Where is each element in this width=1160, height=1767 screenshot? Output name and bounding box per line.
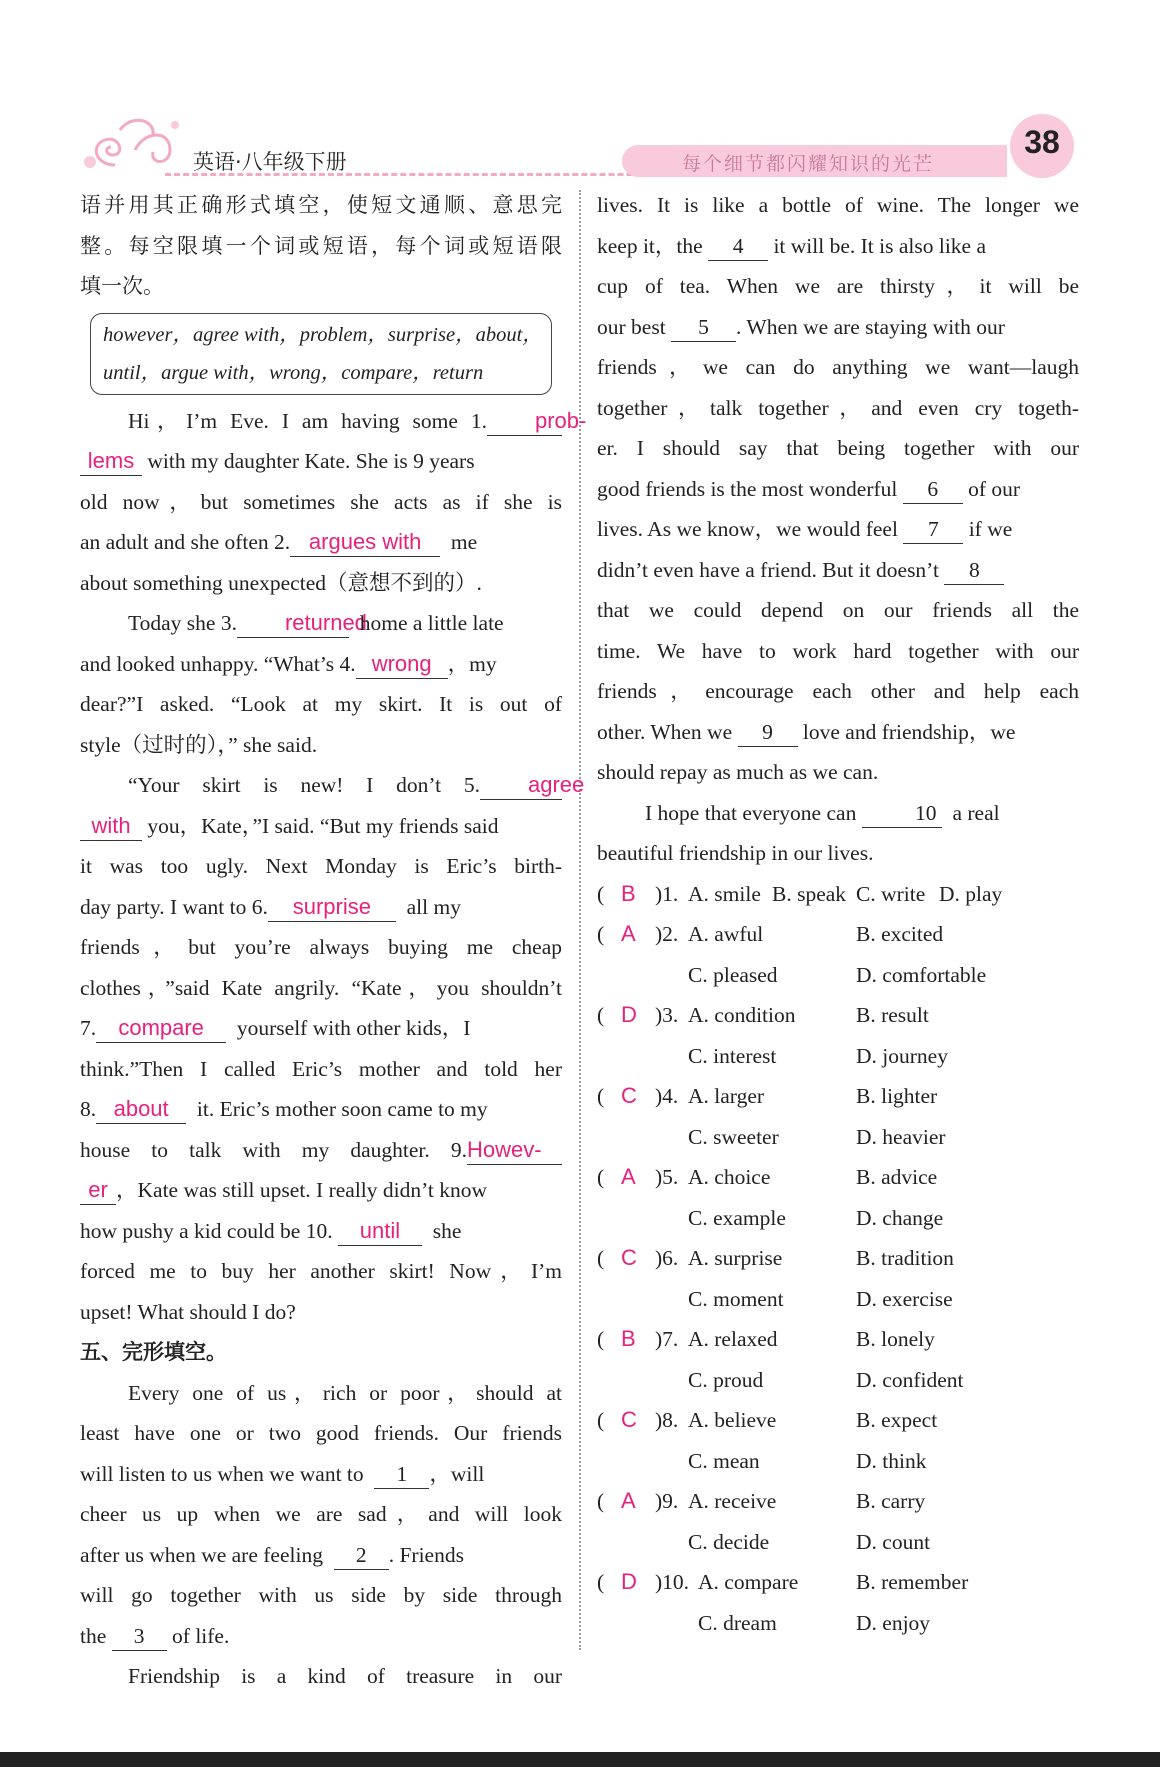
cloze-blank: 8 [944,556,1004,585]
option-b: B. speak [772,881,847,906]
book-title: 英语·八年级下册 [193,150,347,174]
floral-ornament-icon [75,110,185,180]
option-d: D. count [856,1529,931,1554]
cloze-line: that we could depend on our friends all the [597,598,1079,622]
paren-open: ( [597,1327,605,1351]
option-c: C. interest [688,1043,777,1068]
paren-open: ( [597,881,605,906]
question-answer: D [621,1002,637,1027]
passage-line: forced me to buy her another skirt! Now，I’m [80,1259,562,1283]
cloze-line: er. I should say that being together with our [597,436,1079,460]
question-answer: A [621,921,636,946]
passage-line: dear?”I asked. “Look at my skirt. It is out of [80,692,562,716]
option-d: D. comfortable [856,962,987,987]
option-c: C. proud [688,1367,764,1392]
question-answer: C [621,1407,637,1432]
question-number: )7. [655,1327,679,1351]
answer-blank-7: compare [96,1014,226,1043]
option-b: B. tradition [856,1246,954,1270]
answer-blank-9: Howev- [467,1136,562,1165]
option-a: A. choice [688,1165,771,1189]
answer-blank-10: until [338,1217,422,1246]
option-a: A. smile [688,881,761,906]
cloze-line: Every one of us，rich or poor，should at [128,1380,562,1405]
option-b: B. remember [856,1570,969,1594]
cloze-blank: 2 [334,1541,389,1570]
answer-blank-5-cont: with [80,812,142,841]
option-a: A. awful [688,922,764,946]
passage-line: house to talk with my daughter. 9.Howev- [80,1130,562,1171]
cloze-blank: 5 [671,313,736,342]
question-row [597,1238,1079,1279]
option-c: C. write [856,881,926,906]
question-number: )9. [655,1489,679,1513]
page-number: 38 [1024,124,1060,160]
question-number: )1. [655,881,679,906]
question-answer: C [621,1083,637,1108]
passage-line: 8. about it. Eric’s mother soon came to my [80,1089,562,1130]
cloze-line: lives. It is like a bottle of wine. The longer we [597,193,1079,217]
cloze-line: friends，encourage each other and help each [597,679,1079,703]
option-d: D. think [856,1448,927,1473]
question-row-cont [597,1198,1079,1239]
cloze-blank: 6 [903,475,963,504]
instruction-line: 填一次。 [80,274,164,298]
passage-line: and looked unhappy. “What’s 4. wrong ，my [80,644,562,685]
question-row [597,1157,1079,1198]
option-b: B. excited [856,922,944,946]
cloze-line: least have one or two good friends. Our friends [80,1421,562,1445]
question-list [597,874,1079,1644]
option-c: C. sweeter [688,1124,779,1149]
passage-line: Today she 3. returned home a little late [80,603,562,644]
question-row [597,1319,1079,1360]
question-number: )3. [655,1003,679,1027]
paren-open: ( [597,1246,605,1270]
question-number: )4. [655,1084,679,1108]
question-row [597,1076,1079,1117]
question-row [597,995,1079,1036]
option-b: B. lonely [856,1327,935,1351]
header-dashed-line [165,173,705,176]
option-d: D. play [939,881,1003,906]
cloze-blank: 10 [862,799,942,828]
question-row-cont [597,955,1079,996]
cloze-blank: 7 [903,515,963,544]
option-c: C. pleased [688,962,778,987]
section-heading: 五、完形填空。 [80,1340,227,1364]
passage-line: with you，Kate，”I said. “But my friends said [80,806,562,847]
cloze-blank: 1 [374,1460,429,1489]
option-a: A. relaxed [688,1327,778,1351]
option-b: B. result [856,1003,929,1027]
cloze-line: cheer us up when we are sad，and will look [80,1502,562,1526]
option-b: B. expect [856,1408,938,1432]
cloze-blank: 4 [708,232,768,261]
question-number: )5. [655,1165,679,1189]
paren-open: ( [597,922,605,946]
question-row [597,1562,1079,1603]
cloze-line: will go together with us side by side through [80,1583,562,1607]
answer-blank-6: surprise [268,893,396,922]
option-a: A. receive [688,1489,777,1513]
cloze-line: good friends is the most wonderful 6 of our [597,469,1079,510]
question-answer: B [621,880,636,906]
passage-line: it was too ugly. Next Monday is Eric’s birth- [80,854,562,878]
answer-blank-8: about [96,1095,186,1124]
question-row-cont [597,1522,1079,1563]
cloze-line: our best 5 . When we are staying with our [597,307,1079,348]
option-c: C. dream [698,1610,777,1635]
option-a: A. larger [688,1084,765,1108]
question-answer: B [621,1326,636,1351]
cloze-line: didn’t even have a friend. But it doesn’t 8 [597,550,1079,591]
answer-blank-1: prob- [487,407,562,436]
paren-open: ( [597,1165,605,1189]
passage-line: about something unexpected（意想不到的）. [80,570,482,595]
answer-blank-1-cont: lems [80,447,142,476]
question-number: )8. [655,1408,679,1432]
cloze-line: cup of tea. When we are thirsty，it will be [597,274,1079,298]
cloze-line: time. We have to work hard together with our [597,638,1079,663]
cloze-line: other. When we 9 love and friendship，we [597,712,1079,753]
question-number: )2. [655,922,679,946]
option-a: A. surprise [688,1246,783,1270]
question-row-cont [597,1036,1079,1077]
question-row-cont [597,1117,1079,1158]
question-row-cont [597,1360,1079,1401]
word-bank-line: however，agree with，problem，surprise，about， [103,323,543,346]
paren-open: ( [597,1084,605,1108]
left-column [80,185,587,1697]
instruction-line: 语并用其正确形式填空，使短文通顺、意思完 [80,193,562,217]
paren-open: ( [597,1408,605,1432]
option-a: A. condition [688,1003,796,1027]
word-bank-line: until，argue with，wrong，compare，return [103,361,484,384]
option-d: D. enjoy [856,1610,931,1635]
question-number: )10. [655,1570,690,1594]
option-d: D. heavier [856,1124,946,1149]
cloze-line: beautiful friendship in our lives. [597,841,874,865]
question-answer: D [621,1569,637,1594]
question-row-cont [597,1603,1079,1644]
passage-line: lems with my daughter Kate. She is 9 years [80,441,562,482]
word-bank-box [90,313,552,395]
question-row-cont [597,1279,1079,1320]
cloze-line: friends，we can do anything we want—laugh [597,355,1079,379]
option-b: B. carry [856,1489,926,1513]
paren-open: ( [597,1489,605,1513]
passage-line: “Your skirt is new! I don’t 5. agree [80,765,562,806]
passage-line: old now，but sometimes she acts as if she is [80,489,562,514]
cloze-line: lives. As we know，we would feel 7 if we [597,509,1079,550]
header-slogan-banner [622,145,1007,177]
right-column [597,185,1079,1643]
option-c: C. moment [688,1286,784,1311]
question-row [597,1400,1079,1441]
passage-line: how pushy a kid could be 10. until she [80,1211,562,1252]
bottom-edge [0,1752,1160,1767]
passage-line: 7. compare yourself with other kids，I [80,1008,562,1049]
option-d: D. journey [856,1043,948,1068]
cloze-line: after us when we are feeling 2 . Friends [80,1535,562,1576]
cloze-line: will listen to us when we want to 1 ，will [80,1454,562,1495]
answer-blank-2: argues with [290,528,440,557]
header-slogan: 每个细节都闪耀知识的光芒 [682,153,935,175]
option-b: B. advice [856,1165,938,1189]
passage-line: er ，Kate was still upset. I really didn’t know [80,1170,562,1211]
cloze-blank: 3 [112,1622,167,1651]
cloze-line: I hope that everyone can 10 a real [597,793,1079,834]
option-b: B. lighter [856,1084,938,1108]
question-row [597,914,1079,955]
question-row-cont [597,1441,1079,1482]
passage-line: upset! What should I do? [80,1299,296,1324]
instruction-line: 整。每空限填一个词或短语，每个词或短语限 [80,233,562,258]
question-answer: A [621,1164,636,1189]
answer-blank-5: agree [480,771,562,800]
passage-line: friends，but you’re always buying me cheap [80,935,562,959]
option-a: A. believe [688,1408,777,1432]
page-header [75,110,620,180]
question-number: )6. [655,1246,679,1270]
option-c: C. decide [688,1529,770,1554]
passage-line: day party. I want to 6. surprise all my [80,887,562,928]
passage-line: style（过时的），” she said. [80,732,318,757]
option-a: A. compare [698,1570,799,1594]
paren-open: ( [597,1003,605,1027]
question-answer: C [621,1245,637,1270]
option-d: D. confident [856,1367,964,1392]
option-d: D. exercise [856,1286,953,1311]
passage-line: think.”Then I called Eric’s mother and told her [80,1056,562,1081]
cloze-line: should repay as much as we can. [597,760,879,784]
cloze-line: the 3 of life. [80,1616,562,1657]
answer-blank-3: returned [237,609,349,638]
passage-line: an adult and she often 2. argues with me [80,522,562,563]
option-c: C. mean [688,1448,760,1473]
paren-open: ( [597,1570,605,1594]
question-row [597,874,1079,915]
answer-blank-4: wrong [356,650,448,679]
passage-line: clothes，”said Kate angrily. “Kate，you shouldn’t [80,975,562,1000]
cloze-blank: 9 [738,718,798,747]
cloze-line: together，talk together，and even cry togeth- [597,395,1079,420]
option-d: D. change [856,1205,944,1230]
question-row [597,1481,1079,1522]
cloze-line: Friendship is a kind of treasure in our [128,1664,562,1688]
option-c: C. example [688,1205,786,1230]
answer-blank-9-cont: er [80,1176,116,1205]
cloze-line: keep it，the 4 it will be. It is also like a [597,226,1079,267]
question-answer: A [621,1488,636,1513]
passage-line: Hi，I’m Eve. I am having some 1. prob- [80,401,562,442]
